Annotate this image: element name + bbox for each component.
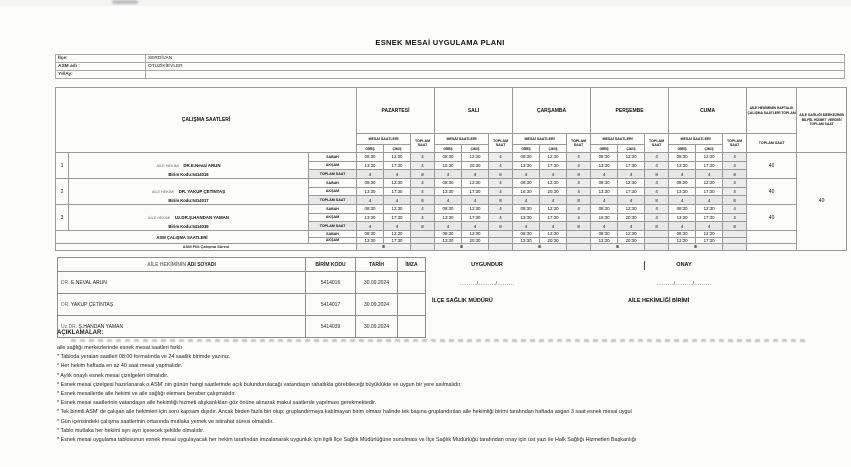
day-total: 4 [723,205,747,214]
row-label-toplam: TOPLAM SAAT [309,196,357,205]
signature-name-prefix: DR. [61,279,70,286]
row-label-aksam: AKŞAM [309,213,357,222]
giris-time: 08:30 [435,153,462,162]
day-total: 4 [489,187,513,196]
day-total: 4 [567,205,591,214]
sabah-total: 4 [435,170,462,179]
notes-intro-continuation: aile sağlığı merkezlerinde esnek mesai saatleri farklı [57,345,182,351]
onay-date-dots: ........./........./......... [656,281,712,287]
cikis-time: 12:30 [384,153,411,162]
signature-imza-empty [398,272,426,294]
schedule-table [55,87,847,251]
cikis-time: 17:30 [462,213,489,222]
day-total [489,244,513,251]
doctor-number: 1 [56,153,69,179]
day-total: 4 [411,205,435,214]
giris-time: 13:30 [357,187,384,196]
fiili-value: 8 [357,244,411,251]
day-grand-total: 8 [723,222,747,231]
day-grand-total: 8 [567,170,591,179]
giris-time: 08:30 [435,205,462,214]
giris-time: 08:30 [591,231,618,238]
note-item: * Tabloda yeralan saatleri 08:00 formatında ve 24 saatlik birimde yazınız. [57,354,231,361]
giris-time: 08:30 [591,153,618,162]
cikis-time: 17:30 [384,161,411,170]
aksam-total: 4 [462,170,489,179]
info-row-ilce [56,55,845,63]
sabah-total: 4 [513,196,540,205]
uygundur-date-dots: ........./........./......... [459,281,515,287]
row-label-aksam: AKŞAM [309,187,357,196]
fiili-value: 8 [591,244,645,251]
sabah-total: 4 [513,222,540,231]
info-label-ilce: İlçe: [56,55,146,63]
signature-unit-code: 5414039 [306,316,356,338]
weekly-toplam-subheader: TOPLAM SAAT [747,134,797,153]
cikis-time: 20:30 [540,237,567,244]
giris-header: GİRİŞ [591,145,618,153]
note-item: * Esnek mesailerde aile hekimi ve aile sağlığı elemanı beraber çalışmalıdır. [57,391,236,398]
giris-time: 08:30 [669,205,696,214]
day-total: 4 [489,161,513,170]
doctor-unit-code: Birim Kodu:5414017 [168,198,209,203]
giris-time: 16:30 [591,213,618,222]
cikis-time: 20:30 [618,213,645,222]
giris-time: 13:30 [669,161,696,170]
giris-time: 08:30 [513,179,540,188]
note-item: * Gün içerisindeki çalışma saatlerinin ortasında mutlaka yemek ve istirahat süresi olmalıdır. [57,418,274,425]
giris-time: 16:30 [435,161,462,170]
cikis-time: 17:30 [696,237,723,244]
day-total: 4 [567,213,591,222]
giris-header: GİRİŞ [435,145,462,153]
giris-time: 08:30 [357,231,384,238]
note-item: * Tek birimli ASM' de çalışan aile hekimleri için soru kapsam dışıdır. Ancak birden fazla biri olup; gruplandırmaya katılmayan birim olması halinde tek başına gruplandırılan aile hekimliği birimi tarafından haftada asgari 3 saat esnek mesai uygul [57,409,632,416]
aksam-total: 4 [618,222,645,231]
day-total: 4 [489,205,513,214]
doctor-sabah-row [56,205,847,214]
info-label-asm: ASM adı : [56,63,146,71]
note-item: * Tablo mutlaka her hekimi ayrı ayrı içerecek şekilde olmalıdır. [57,427,205,434]
aksam-total: 4 [384,222,411,231]
day-total: 4 [489,213,513,222]
cikis-time: 17:30 [618,187,645,196]
approval-block-uygundur [432,262,542,304]
doctor-unit-code: Birim Kodu:5414016 [168,172,209,177]
giris-time: 08:30 [591,179,618,188]
row-label-sabah: SABAH [309,231,357,238]
cikis-time: 12:30 [384,179,411,188]
giris-time: 13:30 [357,213,384,222]
cikis-time: 12:30 [540,231,567,238]
giris-time: 08:30 [669,153,696,162]
cikis-time: 12:30 [618,153,645,162]
cikis-time: 17:30 [540,161,567,170]
empty-cell [747,244,797,251]
row-label-sabah: SABAH [309,153,357,162]
signature-name-prefix: DR. [61,301,70,308]
day-total: 4 [723,179,747,188]
doctor-unit-code: Birim Kodu:5414039 [168,224,209,229]
aksam-total: 4 [696,170,723,179]
signature-header-name-light: AİLE HEKİMİNİN [147,261,186,268]
day-header-monday: PAZARTESİ [357,88,435,134]
aksam-total: 4 [696,222,723,231]
signature-unit-code: 5414016 [306,272,356,294]
fiili-value: 8 [513,244,567,251]
sabah-total: 4 [357,170,384,179]
giris-time: 08:30 [357,205,384,214]
aksam-total: 4 [618,196,645,205]
cikis-time: 12:30 [696,179,723,188]
signature-row [58,272,426,294]
info-row-yilay [56,71,845,79]
doctor-sabah-row [56,179,847,188]
aksam-total: 4 [462,222,489,231]
signature-header-name-bold: ADI SOYADI [187,261,216,268]
giris-time: 08:30 [669,179,696,188]
note-item: * Aylık onaylı esnek mesai çizelgeleri olmalıdır. [57,372,169,379]
day-total: 4 [489,153,513,162]
giris-time: 13:30 [591,161,618,170]
day-total: 4 [567,179,591,188]
sabah-total: 4 [669,170,696,179]
cikis-time: 12:30 [540,153,567,162]
giris-time: 08:30 [591,205,618,214]
giris-header: GİRİŞ [357,145,384,153]
giris-time: 08:30 [435,231,462,238]
signature-imza-empty [398,294,426,316]
cikis-time: 20:30 [462,237,489,244]
toplam-header: TOPLAM SAAT [723,134,747,153]
giris-time: 13:30 [669,213,696,222]
scan-smudge-mark [112,0,138,4]
doctor-name: Uz.DR.Ş.HANDAN YAMAN [174,215,229,220]
signature-date: 30.09.2024 [356,316,398,338]
doctor-name: DR. YAKUP ÇETİNTAŞ [178,189,226,194]
corner-header: ÇALIŞMA SAATLERİ [56,88,357,153]
giris-time: 13:30 [357,237,384,244]
cikis-time: 17:30 [618,161,645,170]
cikis-time: 12:30 [696,205,723,214]
weekly-total-value: 40 [747,205,797,231]
giris-time: 08:30 [435,179,462,188]
doctor-title-prefix: AİLE HEKİMİ [156,164,179,168]
mesai-header: MESAİ SAATLERİ [435,134,489,145]
giris-time: 13:30 [435,187,462,196]
cikis-time: 12:30 [384,231,411,238]
day-grand-total: 8 [411,222,435,231]
day-total: 4 [645,153,669,162]
day-total [723,244,747,251]
row-label-aksam: AKŞAM [309,237,357,244]
uygundur-title: UYGUNDUR [471,262,503,268]
doctor-name-cell [69,179,309,205]
day-header-tuesday: SALI [435,88,513,134]
note-item: * Esnek mesai çizelgesi hazırlanarak o ASM' nin günün hangi saatlerinde açık bulundurulacağı vatandaşın rahatlıkla görebileceği büyüklükte ve uygun bir yere asılmalıdır. [57,381,462,388]
asm-fiili-label: ASM Fiili Çalışma Süresi [56,244,357,251]
signature-name: DR. YAKUP ÇETİNTAŞ [58,294,306,316]
day-total [645,244,669,251]
cikis-time: 12:30 [462,153,489,162]
toplam-header: TOPLAM SAAT [411,134,435,153]
signature-date: 30.09.2024 [356,272,398,294]
cikis-time: 17:30 [384,237,411,244]
signature-table [57,257,426,338]
day-total: 4 [411,153,435,162]
info-value-yilay [146,71,845,79]
illegible-text-line [71,339,808,342]
day-total: 4 [723,153,747,162]
aksam-total: 4 [540,170,567,179]
cikis-time: 20:30 [540,187,567,196]
asm-grand-total: 40 [797,153,847,251]
onay-role: AİLE HEKİMLİĞİ BİRİMİ [628,298,690,304]
cikis-time: 12:30 [618,205,645,214]
giris-time: 08:30 [357,153,384,162]
giris-time: 13:30 [435,237,462,244]
signature-name: Uz.DR. Ş.HANDAN YAMAN [58,316,306,338]
note-item: * Esnek mesai uygulama tablosunun esnek mesai uygulayacak her hekim tarafından imzalanarak uygunluk için ilgili İlçe Sağlık Müdürlüğüne sunulması ve İlçe Sağlık Müdürlüğü tarafından onay için üst yazı ile Halk Sağlığı Hizmetleri Başkanlığı [57,437,637,444]
day-total: 4 [411,161,435,170]
day-grand-total: 8 [645,222,669,231]
fiili-value: 8 [669,244,723,251]
cikis-time: 17:30 [384,213,411,222]
asm-fiili-row [56,244,847,251]
day-total: 4 [645,179,669,188]
row-label-toplam: TOPLAM SAAT [309,170,357,179]
doctor-title-prefix: AİLE HEKİMİ [151,190,175,194]
cikis-time: 12:30 [462,231,489,238]
cikis-time: 12:30 [696,231,723,238]
cikis-header: ÇIKIŞ [384,145,411,153]
day-total: 4 [567,161,591,170]
note-item: * Esnek mesai saatlerinin vatandaşın aile hekimliği hizmeti alışkanlıkları göz önüne alınarak makul saatlerde yapılması gerekmektedir. [57,400,377,407]
day-grand-total: 8 [489,170,513,179]
fiili-value: 8 [435,244,489,251]
cikis-header: ÇIKIŞ [462,145,489,153]
giris-time: 13:30 [669,237,696,244]
info-value-ilce: SERDİVAN [146,55,845,63]
aksam-total: 4 [462,196,489,205]
cikis-time: 12:30 [696,153,723,162]
day-total [567,244,591,251]
day-total: 4 [723,187,747,196]
giris-time: 08:30 [513,205,540,214]
giris-time: 08:30 [669,231,696,238]
day-grand-total: 8 [723,196,747,205]
aksam-total: 4 [696,196,723,205]
cikis-header: ÇIKIŞ [618,145,645,153]
row-label-sabah: SABAH [309,205,357,214]
cikis-time: 12:30 [540,179,567,188]
day-grand-total: 8 [645,170,669,179]
info-table [55,54,845,79]
cikis-header: ÇIKIŞ [696,145,723,153]
day-total: 4 [645,213,669,222]
signature-header-date: TARİH [356,258,398,272]
day-grand-total: 8 [567,222,591,231]
doctor-name-cell [69,153,309,179]
day-grand-total: 8 [411,170,435,179]
cikis-time: 12:30 [384,205,411,214]
uygundur-role: İLÇE SAĞLIK MÜDÜRÜ [432,298,493,304]
doctor-name: DR.E.Neval ARUN [183,163,221,168]
row-label-sabah: SABAH [309,179,357,188]
day-grand-total: 8 [489,196,513,205]
doctor-title-prefix: AİLE HEKİMİ [148,216,171,220]
giris-time: 13:30 [513,161,540,170]
giris-time: 08:30 [513,231,540,238]
asm-total-header: AİLE SAĞLIĞI MERKEZİNİN BİLFİİL HİZMET VERDİĞİ TOPLAM SAAT [797,88,847,153]
cikis-header: ÇIKIŞ [540,145,567,153]
info-row-asm [56,63,845,71]
giris-time: 13:30 [435,213,462,222]
giris-time: 13:30 [513,213,540,222]
aksam-total: 4 [384,196,411,205]
toplam-header: TOPLAM SAAT [489,134,513,153]
sabah-total: 4 [435,222,462,231]
sabah-total: 4 [435,196,462,205]
doctor-number: 3 [56,205,69,231]
cikis-time: 17:30 [462,187,489,196]
day-header-friday: CUMA [669,88,747,134]
day-grand-total: 8 [489,222,513,231]
notes-heading: AÇIKLAMALAR: [57,330,104,336]
giris-header: GİRİŞ [513,145,540,153]
signature-header-code: BİRİM KODU [306,258,356,272]
signature-header-name [58,258,306,272]
day-grand-total: 8 [645,196,669,205]
day-total: 4 [723,161,747,170]
day-total: 4 [411,179,435,188]
day-grand-total: 8 [723,170,747,179]
signature-unit-code: 5414017 [306,294,356,316]
mesai-header: MESAİ SAATLERİ [357,134,411,145]
day-total: 4 [723,213,747,222]
day-header-wednesday: ÇARŞAMBA [513,88,591,134]
signature-row [58,294,426,316]
signature-date: 30.09.2024 [356,294,398,316]
row-label-toplam: TOPLAM SAAT [309,222,357,231]
cikis-time: 17:30 [696,161,723,170]
giris-time: 08:30 [513,153,540,162]
day-grand-total: 8 [567,196,591,205]
day-total: 4 [567,153,591,162]
toplam-header: TOPLAM SAAT [645,134,669,153]
sabah-total: 4 [669,196,696,205]
mesai-header: MESAİ SAATLERİ [513,134,567,145]
cikis-time: 12:30 [462,179,489,188]
aksam-total: 4 [540,222,567,231]
onay-title: ONAY [676,262,692,268]
approval-block-onay [628,262,740,304]
note-item: * Her hekim haftada en az 40 saat mesai yapmalıdır. [57,363,183,370]
sabah-total: 4 [513,170,540,179]
day-total: 4 [411,213,435,222]
cikis-time: 12:30 [540,205,567,214]
doctor-sabah-row [56,153,847,162]
sabah-total: 4 [591,170,618,179]
day-total: 4 [645,187,669,196]
empty-cell [747,231,797,244]
signature-header-imza: İMZA [398,258,426,272]
info-label-yilay: Yıl/Ay: [56,71,146,79]
day-total: 4 [645,205,669,214]
sabah-total: 4 [591,196,618,205]
cikis-time: 20:30 [462,161,489,170]
doctor-number: 2 [56,179,69,205]
mesai-header: MESAİ SAATLERİ [591,134,645,145]
signature-header-row [58,258,426,272]
day-total [411,244,435,251]
giris-time: 13:30 [357,161,384,170]
day-total: 4 [411,187,435,196]
cikis-time: 20:30 [618,237,645,244]
weekly-total-header: AİLE HEKİMİNİN HAFTALIK ÇALIŞMA SAATLERİ TOPLAM [747,88,797,134]
weekly-total-value: 40 [747,153,797,179]
sabah-total: 4 [357,222,384,231]
cikis-time: 12:30 [618,179,645,188]
day-total: 4 [489,179,513,188]
notes-section [57,330,849,445]
asm-hours-label: ASM ÇALIŞMA SAATLERİ [56,231,309,244]
cikis-time: 17:30 [540,213,567,222]
giris-time: 16:30 [513,187,540,196]
row-label-aksam: AKŞAM [309,161,357,170]
weekly-total-value: 40 [747,179,797,205]
toplam-header: TOPLAM SAAT [567,134,591,153]
doctor-name-cell [69,205,309,231]
giris-header: GİRİŞ [669,145,696,153]
cikis-time: 17:30 [696,187,723,196]
signature-name: DR. E.NEVAL ARUN [58,272,306,294]
mesai-header: MESAİ SAATLERİ [669,134,723,145]
cikis-time: 12:30 [462,205,489,214]
sabah-total: 4 [357,196,384,205]
sabah-total: 4 [591,222,618,231]
giris-time: 13:30 [591,187,618,196]
cikis-time: 12:30 [618,231,645,238]
day-header-thursday: PERŞEMBE [591,88,669,134]
giris-time: 12:30 [591,237,618,244]
giris-time: 13:30 [669,187,696,196]
page-title: ESNEK MESAİ UYGULAMA PLANI [375,38,505,47]
sabah-total: 4 [669,222,696,231]
aksam-total: 4 [540,196,567,205]
aksam-total: 4 [618,170,645,179]
giris-time: 08:30 [357,179,384,188]
day-grand-total: 8 [411,196,435,205]
giris-time: 13:30 [513,237,540,244]
signature-name-prefix: Uz.DR. [61,323,78,330]
day-total: 4 [567,187,591,196]
aksam-total: 4 [384,170,411,179]
cikis-time: 17:30 [384,187,411,196]
day-total: 4 [645,161,669,170]
cikis-time: 17:30 [696,213,723,222]
info-value-asm: OTUZİKİEVLER [146,63,845,71]
